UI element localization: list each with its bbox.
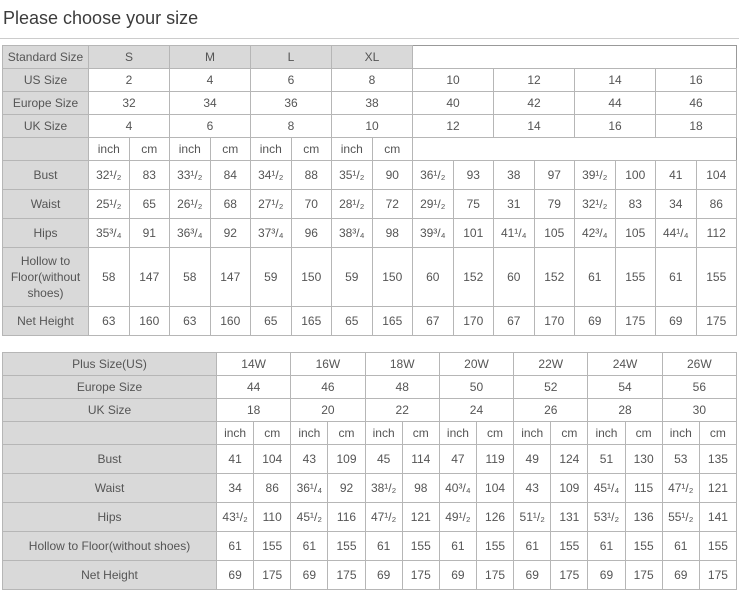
size-value-cell: 12	[413, 115, 494, 138]
size-value-cell: 12	[494, 69, 575, 92]
measurement-row	[3, 445, 737, 474]
measurement-value-cell: 155	[254, 532, 291, 561]
measurement-value-cell: 61	[514, 532, 551, 561]
measurement-value-cell: 104	[696, 161, 737, 190]
measurement-value-cell: 152	[534, 248, 575, 307]
measurement-value-cell: 59	[251, 248, 292, 307]
measurement-value-cell: 32¹/₂	[575, 190, 616, 219]
size-value-cell: 56	[662, 376, 736, 399]
row-label-cell: Net Height	[3, 561, 217, 590]
measurement-value-cell: 58	[89, 248, 130, 307]
measurement-value-cell: 65	[332, 307, 373, 336]
measurement-value-cell: 83	[615, 190, 656, 219]
size-group-header-cell: 20W	[439, 353, 513, 376]
measurement-value-cell: 69	[588, 561, 625, 590]
size-chart-page	[0, 8, 739, 582]
size-group-header-cell: 14W	[217, 353, 291, 376]
measurement-value-cell: 42³/₄	[575, 219, 616, 248]
measurement-value-cell: 51¹/₂	[514, 503, 551, 532]
measurement-value-cell: 152	[453, 248, 494, 307]
unit-header-cell: cm	[291, 138, 332, 161]
row-label-cell: Hips	[3, 503, 217, 532]
size-system-label-cell: Standard Size	[3, 46, 89, 69]
row-label-cell: Net Height	[3, 307, 89, 336]
size-value-cell: 16	[656, 69, 737, 92]
measurement-value-cell: 39³/₄	[413, 219, 454, 248]
measurement-value-cell: 90	[372, 161, 413, 190]
measurement-value-cell: 109	[551, 474, 588, 503]
row-label-cell: US Size	[3, 69, 89, 92]
measurement-value-cell: 160	[129, 307, 170, 336]
measurement-value-cell: 91	[129, 219, 170, 248]
measurement-value-cell: 49¹/₂	[439, 503, 476, 532]
measurement-value-cell: 41¹/₄	[494, 219, 535, 248]
measurement-value-cell: 69	[291, 561, 328, 590]
measurement-value-cell: 131	[551, 503, 588, 532]
measurement-value-cell: 34	[656, 190, 697, 219]
measurement-value-cell: 175	[328, 561, 365, 590]
size-group-header-cell: XL	[332, 46, 413, 69]
measurement-row	[3, 190, 737, 219]
measurement-value-cell: 69	[439, 561, 476, 590]
size-value-cell: 2	[89, 69, 170, 92]
measurement-value-cell: 175	[699, 561, 736, 590]
measurement-value-cell: 100	[615, 161, 656, 190]
row-label-cell: Bust	[3, 161, 89, 190]
corner-cell	[3, 422, 217, 445]
measurement-value-cell: 69	[365, 561, 402, 590]
measurement-value-cell: 67	[494, 307, 535, 336]
size-value-cell: 24	[439, 399, 513, 422]
measurement-value-cell: 155	[625, 532, 662, 561]
measurement-value-cell: 41	[656, 161, 697, 190]
measurement-value-cell: 38¹/₂	[365, 474, 402, 503]
measurement-value-cell: 60	[413, 248, 454, 307]
size-value-cell: 46	[291, 376, 365, 399]
measurement-value-cell: 112	[696, 219, 737, 248]
measurement-value-cell: 45¹/₄	[588, 474, 625, 503]
measurement-value-cell: 63	[89, 307, 130, 336]
measurement-value-cell: 175	[254, 561, 291, 590]
size-value-cell: 36	[251, 92, 332, 115]
measurement-value-cell: 115	[625, 474, 662, 503]
measurement-value-cell: 165	[291, 307, 332, 336]
measurement-value-cell: 69	[662, 561, 699, 590]
measurement-value-cell: 155	[615, 248, 656, 307]
size-group-header-cell: 26W	[662, 353, 736, 376]
size-value-cell: 22	[365, 399, 439, 422]
measurement-value-cell: 92	[210, 219, 251, 248]
measurement-value-cell: 150	[372, 248, 413, 307]
size-group-header-cell: 24W	[588, 353, 662, 376]
size-value-cell: 50	[439, 376, 513, 399]
measurement-value-cell: 67	[413, 307, 454, 336]
measurement-value-cell: 135	[699, 445, 736, 474]
measurement-value-cell: 116	[328, 503, 365, 532]
unit-header-cell: cm	[372, 138, 413, 161]
measurement-value-cell: 61	[656, 248, 697, 307]
measurement-value-cell: 160	[210, 307, 251, 336]
standard-size-table	[2, 45, 737, 336]
measurement-value-cell: 28¹/₂	[332, 190, 373, 219]
measurement-value-cell: 175	[696, 307, 737, 336]
measurement-value-cell: 93	[453, 161, 494, 190]
measurement-value-cell: 61	[662, 532, 699, 561]
measurement-value-cell: 124	[551, 445, 588, 474]
measurement-value-cell: 53¹/₂	[588, 503, 625, 532]
measurement-value-cell: 92	[328, 474, 365, 503]
unit-header-cell: cm	[254, 422, 291, 445]
measurement-value-cell: 58	[170, 248, 211, 307]
size-value-cell: 14	[494, 115, 575, 138]
measurement-value-cell: 43¹/₂	[217, 503, 254, 532]
row-label-cell: Europe Size	[3, 92, 89, 115]
unit-header-cell: inch	[251, 138, 292, 161]
measurement-value-cell: 39¹/₂	[575, 161, 616, 190]
size-value-cell: 14	[575, 69, 656, 92]
row-label-cell: Hollow to Floor(without shoes)	[3, 248, 89, 307]
measurement-value-cell: 31	[494, 190, 535, 219]
size-meta-row	[3, 399, 737, 422]
measurement-value-cell: 36¹/₄	[291, 474, 328, 503]
measurement-row	[3, 561, 737, 590]
measurement-value-cell: 88	[291, 161, 332, 190]
measurement-value-cell: 170	[453, 307, 494, 336]
size-value-cell: 40	[413, 92, 494, 115]
measurement-value-cell: 34¹/₂	[251, 161, 292, 190]
row-label-cell: Waist	[3, 190, 89, 219]
measurement-row	[3, 219, 737, 248]
measurement-value-cell: 61	[291, 532, 328, 561]
size-value-cell: 18	[217, 399, 291, 422]
measurement-value-cell: 35¹/₂	[332, 161, 373, 190]
measurement-value-cell: 96	[291, 219, 332, 248]
measurement-value-cell: 61	[217, 532, 254, 561]
size-group-header-cell: M	[170, 46, 251, 69]
measurement-value-cell: 72	[372, 190, 413, 219]
measurement-value-cell: 70	[291, 190, 332, 219]
measurement-value-cell: 126	[476, 503, 513, 532]
title-divider	[0, 38, 739, 39]
measurement-value-cell: 32¹/₂	[89, 161, 130, 190]
measurement-value-cell: 69	[217, 561, 254, 590]
measurement-value-cell: 155	[696, 248, 737, 307]
measurement-value-cell: 68	[210, 190, 251, 219]
measurement-value-cell: 175	[615, 307, 656, 336]
size-value-cell: 26	[514, 399, 588, 422]
measurement-value-cell: 45	[365, 445, 402, 474]
measurement-value-cell: 155	[551, 532, 588, 561]
measurement-value-cell: 175	[551, 561, 588, 590]
measurement-value-cell: 69	[575, 307, 616, 336]
size-value-cell: 44	[217, 376, 291, 399]
size-value-cell: 6	[251, 69, 332, 92]
measurement-value-cell: 150	[291, 248, 332, 307]
measurement-value-cell: 41	[217, 445, 254, 474]
measurement-value-cell: 69	[656, 307, 697, 336]
measurement-value-cell: 69	[514, 561, 551, 590]
measurement-value-cell: 104	[254, 445, 291, 474]
measurement-value-cell: 34	[217, 474, 254, 503]
measurement-value-cell: 175	[476, 561, 513, 590]
measurement-value-cell: 105	[615, 219, 656, 248]
measurement-value-cell: 59	[332, 248, 373, 307]
measurement-value-cell: 51	[588, 445, 625, 474]
size-value-cell: 34	[170, 92, 251, 115]
size-meta-row	[3, 69, 737, 92]
unit-header-cell: inch	[89, 138, 130, 161]
measurement-row	[3, 474, 737, 503]
size-value-cell: 8	[251, 115, 332, 138]
measurement-value-cell: 97	[534, 161, 575, 190]
size-group-header-cell: 18W	[365, 353, 439, 376]
row-label-cell: Bust	[3, 445, 217, 474]
units-row	[3, 422, 737, 445]
unit-header-cell: cm	[551, 422, 588, 445]
measurement-value-cell: 141	[699, 503, 736, 532]
measurement-value-cell: 35³/₄	[89, 219, 130, 248]
measurement-value-cell: 175	[625, 561, 662, 590]
row-label-cell: Hollow to Floor(without shoes)	[3, 532, 217, 561]
measurement-value-cell: 119	[476, 445, 513, 474]
unit-header-cell: cm	[328, 422, 365, 445]
measurement-value-cell: 109	[328, 445, 365, 474]
unit-header-cell: cm	[210, 138, 251, 161]
unit-header-cell: inch	[588, 422, 625, 445]
measurement-value-cell: 25¹/₂	[89, 190, 130, 219]
measurement-value-cell: 79	[534, 190, 575, 219]
measurement-value-cell: 49	[514, 445, 551, 474]
measurement-value-cell: 47¹/₂	[662, 474, 699, 503]
measurement-value-cell: 114	[402, 445, 439, 474]
measurement-value-cell: 61	[588, 532, 625, 561]
measurement-value-cell: 121	[402, 503, 439, 532]
measurement-value-cell: 155	[476, 532, 513, 561]
measurement-row	[3, 307, 737, 336]
row-label-cell: UK Size	[3, 115, 89, 138]
size-meta-row	[3, 92, 737, 115]
page-title: Please choose your size	[3, 8, 199, 28]
size-value-cell: 42	[494, 92, 575, 115]
measurement-value-cell: 105	[534, 219, 575, 248]
size-group-header-cell: 22W	[514, 353, 588, 376]
measurement-value-cell: 130	[625, 445, 662, 474]
unit-header-cell: cm	[699, 422, 736, 445]
measurement-value-cell: 47	[439, 445, 476, 474]
measurement-row	[3, 532, 737, 561]
size-value-cell: 8	[332, 69, 413, 92]
size-meta-row	[3, 376, 737, 399]
measurement-value-cell: 75	[453, 190, 494, 219]
measurement-value-cell: 61	[365, 532, 402, 561]
measurement-value-cell: 121	[699, 474, 736, 503]
measurement-value-cell: 26¹/₂	[170, 190, 211, 219]
corner-cell	[3, 138, 89, 161]
size-value-cell: 46	[656, 92, 737, 115]
measurement-value-cell: 155	[328, 532, 365, 561]
measurement-value-cell: 38³/₄	[332, 219, 373, 248]
measurement-value-cell: 155	[402, 532, 439, 561]
measurement-value-cell: 44¹/₄	[656, 219, 697, 248]
size-value-cell: 20	[291, 399, 365, 422]
measurement-value-cell: 53	[662, 445, 699, 474]
unit-header-cell: cm	[625, 422, 662, 445]
measurement-row	[3, 503, 737, 532]
size-value-cell: 6	[170, 115, 251, 138]
unit-header-cell: inch	[365, 422, 402, 445]
measurement-value-cell: 170	[534, 307, 575, 336]
size-group-row	[3, 46, 737, 69]
size-group-header-cell: L	[251, 46, 332, 69]
row-label-cell: UK Size	[3, 399, 217, 422]
measurement-row	[3, 248, 737, 307]
size-value-cell: 32	[89, 92, 170, 115]
measurement-value-cell: 60	[494, 248, 535, 307]
size-group-header-cell: S	[89, 46, 170, 69]
unit-header-cell: cm	[476, 422, 513, 445]
unit-header-cell: inch	[332, 138, 373, 161]
measurement-value-cell: 83	[129, 161, 170, 190]
size-group-row	[3, 353, 737, 376]
measurement-value-cell: 104	[476, 474, 513, 503]
measurement-value-cell: 165	[372, 307, 413, 336]
unit-header-cell: cm	[129, 138, 170, 161]
row-label-cell: Waist	[3, 474, 217, 503]
measurement-value-cell: 43	[291, 445, 328, 474]
measurement-value-cell: 136	[625, 503, 662, 532]
measurement-value-cell: 55¹/₂	[662, 503, 699, 532]
size-value-cell: 16	[575, 115, 656, 138]
measurement-value-cell: 65	[129, 190, 170, 219]
measurement-value-cell: 155	[699, 532, 736, 561]
measurement-value-cell: 147	[210, 248, 251, 307]
size-group-header-cell: 16W	[291, 353, 365, 376]
size-value-cell: 38	[332, 92, 413, 115]
measurement-value-cell: 40³/₄	[439, 474, 476, 503]
unit-header-cell: cm	[402, 422, 439, 445]
row-label-cell: Europe Size	[3, 376, 217, 399]
measurement-value-cell: 110	[254, 503, 291, 532]
measurement-value-cell: 27¹/₂	[251, 190, 292, 219]
measurement-value-cell: 147	[129, 248, 170, 307]
measurement-value-cell: 86	[696, 190, 737, 219]
measurement-value-cell: 98	[402, 474, 439, 503]
measurement-value-cell: 63	[170, 307, 211, 336]
measurement-value-cell: 37³/₄	[251, 219, 292, 248]
size-value-cell: 30	[662, 399, 736, 422]
unit-header-cell: inch	[514, 422, 551, 445]
measurement-value-cell: 43	[514, 474, 551, 503]
measurement-value-cell: 47¹/₂	[365, 503, 402, 532]
size-value-cell: 48	[365, 376, 439, 399]
measurement-value-cell: 36¹/₂	[413, 161, 454, 190]
measurement-value-cell: 36³/₄	[170, 219, 211, 248]
measurement-value-cell: 98	[372, 219, 413, 248]
measurement-value-cell: 29¹/₂	[413, 190, 454, 219]
measurement-row	[3, 161, 737, 190]
size-value-cell: 4	[89, 115, 170, 138]
size-value-cell: 28	[588, 399, 662, 422]
plus-size-table	[2, 352, 737, 590]
measurement-value-cell: 84	[210, 161, 251, 190]
unit-header-cell: inch	[217, 422, 254, 445]
measurement-value-cell: 61	[439, 532, 476, 561]
row-label-cell: Hips	[3, 219, 89, 248]
unit-header-cell: inch	[662, 422, 699, 445]
measurement-value-cell: 61	[575, 248, 616, 307]
measurement-value-cell: 175	[402, 561, 439, 590]
measurement-value-cell: 86	[254, 474, 291, 503]
measurement-value-cell: 38	[494, 161, 535, 190]
size-value-cell: 10	[413, 69, 494, 92]
measurement-value-cell: 45¹/₂	[291, 503, 328, 532]
units-row	[3, 138, 737, 161]
measurement-value-cell: 33¹/₂	[170, 161, 211, 190]
size-meta-row	[3, 115, 737, 138]
size-value-cell: 54	[588, 376, 662, 399]
size-value-cell: 18	[656, 115, 737, 138]
unit-header-cell: inch	[170, 138, 211, 161]
unit-header-cell: inch	[291, 422, 328, 445]
unit-header-cell: inch	[439, 422, 476, 445]
size-value-cell: 4	[170, 69, 251, 92]
size-value-cell: 44	[575, 92, 656, 115]
measurement-value-cell: 65	[251, 307, 292, 336]
size-system-label-cell: Plus Size(US)	[3, 353, 217, 376]
size-value-cell: 10	[332, 115, 413, 138]
size-value-cell: 52	[514, 376, 588, 399]
measurement-value-cell: 101	[453, 219, 494, 248]
